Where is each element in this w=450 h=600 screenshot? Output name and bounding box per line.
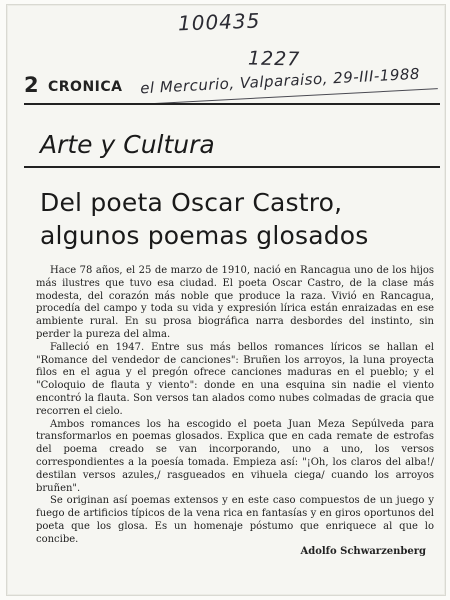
handwritten-source-note: el Mercurio, Valparaiso, 29-III-1988 — [139, 64, 421, 98]
page-number: 2 — [24, 73, 39, 97]
handwritten-id-number: 100435 — [177, 8, 261, 36]
paragraph: Ambos romances los ha escogido el poeta Juan Meza Sepúlveda para transformarlos en poemas glosados. Explica que en cada remate de estrofas del poema creado se van incorporando, uno a uno, los versos correspondientes a la poesía tomada. Empieza así: "¡Oh, los claros del alba!/ destilan versos azules,/ rasgueados en vihuela ciega/ cuando los arroyos bruñen". — [36, 418, 434, 494]
top-rule — [24, 103, 440, 105]
paragraph: Se originan así poemas extensos y en este caso compuestos de un juego y fuego de artificios típicos de la vena rica en fantasías y en giros oportunos del poeta que los glosa. Es un homenaje póstumo que enriquece al que lo concibe. — [36, 495, 434, 545]
section-name: CRONICA — [48, 79, 123, 95]
article-body — [36, 265, 434, 547]
headline-line-2: algunos poemas glosados — [40, 221, 369, 250]
author-byline: Adolfo Schwarzenberg — [300, 546, 426, 557]
headline-line-1: Del poeta Oscar Castro, — [40, 188, 343, 217]
paragraph: Hace 78 años, el 25 de marzo de 1910, nació en Rancagua uno de los hijos más ilustres que tuvo esa ciudad. El poeta Oscar Castro, de la clase más modesta, del corazón más noble que produce la raza. Vivió en Rancagua, procedía del campo y toda su vida y expresión lírica están enraizadas en ese ambiente rural. En su prosa biográfica narra desbordes del instinto, sin perder la pureza del alma. — [36, 265, 434, 340]
article-headline — [40, 186, 430, 252]
section-kicker: Arte y Cultura — [40, 130, 215, 159]
kicker-rule — [24, 166, 440, 168]
paragraph: Falleció en 1947. Entre sus más bellos romances líricos se hallan el "Romance del vendedor de canciones": Bruñen los arroyos, la luna proyecta filos en el agua y el pregón ofrece canciones maduras en el pueblo; y el "Coloquio de flauta y viento": donde en una esquina sin nadie el viento encontró la flauta. Son versos tan alados como nubes colmadas de gracia que recorren el cielo. — [36, 341, 434, 417]
handwritten-ref-number: 1227 — [247, 47, 301, 71]
